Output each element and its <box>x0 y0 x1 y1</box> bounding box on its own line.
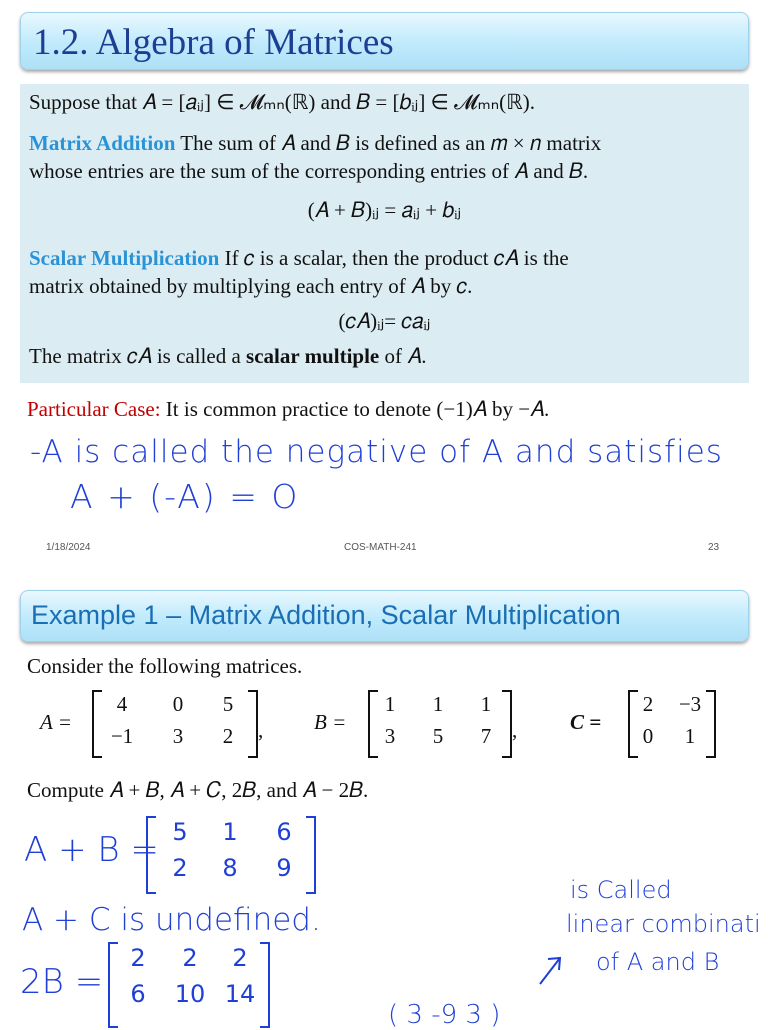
right-bracket <box>248 690 258 758</box>
scalar-multiple-term: scalar multiple <box>246 344 380 368</box>
matrix-cell: 2 <box>172 854 188 882</box>
matrix-cell: 6 <box>276 818 292 846</box>
matrix-cell: 8 <box>222 854 238 882</box>
addition-formula: (𝐴 + 𝐵)ᵢⱼ = 𝑎ᵢⱼ + 𝑏ᵢⱼ <box>307 198 462 222</box>
handwriting-2b-matrix <box>108 942 278 1024</box>
matrix-cell: 5 <box>222 692 234 716</box>
addition-line-1 <box>29 131 601 156</box>
suppose-line: Suppose that 𝐴 = [𝑎ᵢⱼ] ∈ 𝓜ₘₙ(ℝ) and 𝐵 = [𝑏ᵢⱼ] ∈ 𝓜ₘₙ(ℝ). <box>29 90 535 114</box>
matrix-cell: 1 <box>480 692 492 716</box>
matrix-cell: 2 <box>222 724 234 748</box>
handwriting-note-linear-combination: linear combinati <box>566 910 761 938</box>
matrix-b <box>314 690 534 760</box>
matrix-cell: 5 <box>432 724 444 748</box>
matrix-cell: 3 <box>172 724 184 748</box>
matrix-cell: 2 <box>182 944 198 972</box>
addition-line-1-text: The sum of 𝐴 and 𝐵 is defined as an 𝑚 × 𝑛 matrix <box>175 131 602 155</box>
matrix-cell: 0 <box>172 692 184 716</box>
matrix-cell: 2 <box>642 692 654 716</box>
slide-24 <box>0 580 768 1030</box>
slide-title-bar <box>20 12 749 70</box>
right-bracket <box>306 816 316 894</box>
handwriting-a-plus-b-label: A + B = <box>24 830 159 870</box>
handwriting-a-plus-c-undefined: A + C is undefined. <box>22 902 321 938</box>
scalar-multiple-post: of 𝐴. <box>379 344 427 368</box>
matrix-cell: 2 <box>232 944 248 972</box>
matrix-cell: 3 <box>384 724 396 748</box>
particular-case-label: Particular Case: <box>27 397 161 421</box>
consider-line: Consider the following matrices. <box>27 654 303 678</box>
left-bracket <box>108 942 118 1028</box>
handwriting-a-plus-b-matrix <box>146 816 326 896</box>
slide-title: 1.2. Algebra of Matrices <box>33 22 394 63</box>
handwriting-note-of-a-and-b: of A and B <box>596 948 720 976</box>
example-title-bar <box>20 590 749 642</box>
matrix-cell: −3 <box>678 692 702 716</box>
handwriting-arrow-icon <box>536 952 566 988</box>
comma: , <box>258 718 264 742</box>
scalar-line-2: matrix obtained by multiplying each entry of 𝐴 by 𝑐. <box>29 274 473 298</box>
matrix-a-label: A = <box>40 710 72 734</box>
matrix-cell: −1 <box>110 724 134 748</box>
left-bracket <box>92 690 102 758</box>
matrix-cell: 7 <box>480 724 492 748</box>
particular-case-text: It is common practice to denote (−1)𝐴 by −𝐴. <box>160 397 550 421</box>
scalar-multiple-line <box>29 344 426 369</box>
matrix-c <box>570 690 730 760</box>
matrix-cell: 1 <box>222 818 238 846</box>
matrix-cell: 10 <box>174 980 206 1008</box>
matrix-cell: 2 <box>130 944 146 972</box>
matrix-addition-heading: Matrix Addition <box>29 131 176 155</box>
matrix-cell: 1 <box>384 692 396 716</box>
handwriting-note-is-called: is Called <box>570 876 672 904</box>
right-bracket <box>502 690 512 758</box>
footer-course: COS-MATH-241 <box>344 542 417 553</box>
particular-case-line <box>27 397 549 422</box>
matrix-a <box>40 690 280 760</box>
right-bracket <box>260 942 270 1028</box>
footer-page-number: 23 <box>708 542 720 553</box>
handwriting-additive-inverse: A + (-A) = O <box>70 477 300 516</box>
handwriting-2b-label: 2B = <box>20 962 104 1002</box>
matrix-cell: 6 <box>130 980 146 1008</box>
left-bracket <box>146 816 156 894</box>
matrix-cell: 1 <box>432 692 444 716</box>
matrix-cell: 5 <box>172 818 188 846</box>
matrix-cell: 4 <box>116 692 128 716</box>
footer-date: 1/18/2024 <box>46 542 91 553</box>
handwriting-negative-note: -A is called the negative of A and satisfies <box>30 434 723 470</box>
comma: , <box>512 718 518 742</box>
matrix-b-label: B = <box>314 710 347 734</box>
matrix-cell: 9 <box>276 854 292 882</box>
handwriting-bottom-vector: ( 3 -9 3 ) <box>388 1000 501 1030</box>
scalar-line-1 <box>29 246 569 271</box>
scalar-line-1-text: If 𝑐 is a scalar, then the product 𝑐𝐴 is the <box>219 246 569 270</box>
scalar-multiple-pre: The matrix 𝑐𝐴 is called a <box>29 344 247 368</box>
matrix-cell: 0 <box>642 724 654 748</box>
right-bracket <box>706 690 716 758</box>
addition-line-2: whose entries are the sum of the corresponding entries of 𝐴 and 𝐵. <box>29 159 589 183</box>
scalar-multiplication-heading: Scalar Multiplication <box>29 246 220 270</box>
matrix-cell: 14 <box>224 980 256 1008</box>
matrix-c-label: C = <box>570 710 602 734</box>
compute-line: Compute 𝐴 + 𝐵, 𝐴 + 𝐶, 2𝐵, and 𝐴 − 2𝐵. <box>27 778 369 802</box>
matrix-cell: 1 <box>684 724 696 748</box>
definition-box <box>20 84 749 383</box>
scalar-formula: (𝑐𝐴)ᵢⱼ= 𝑐𝑎ᵢⱼ <box>338 309 431 333</box>
example-title: Example 1 – Matrix Addition, Scalar Multiplication <box>31 600 621 630</box>
